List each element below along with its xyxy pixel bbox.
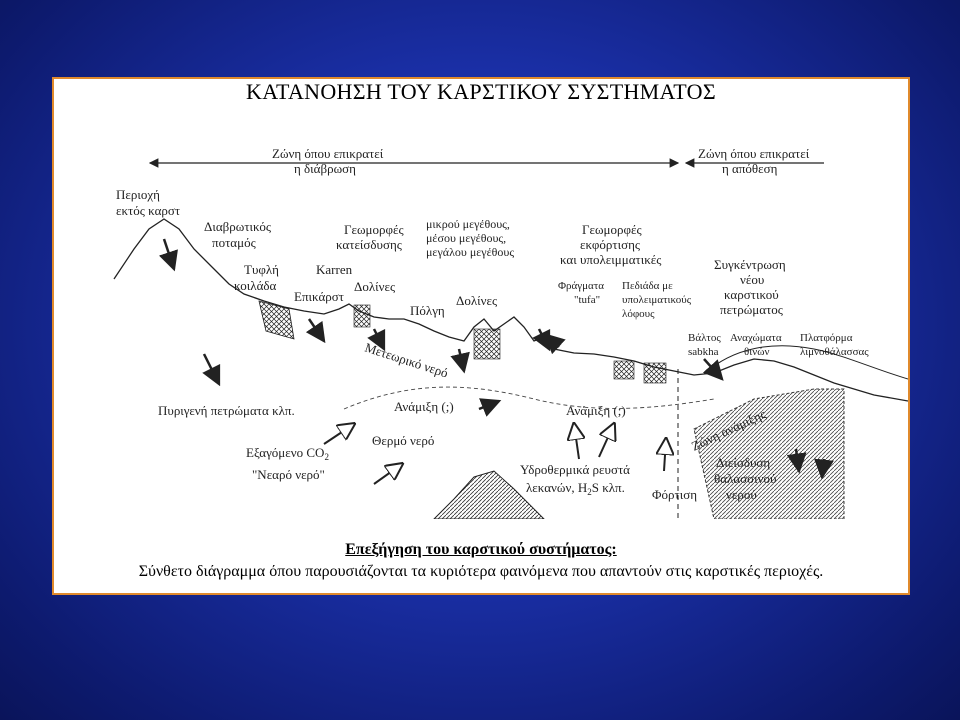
caption-title: Επεξήγηση του καρστικού συστήματος: bbox=[345, 541, 617, 558]
doline-hatch bbox=[474, 329, 500, 359]
landforms-out-label-2: εκφόρτισης bbox=[580, 237, 641, 252]
hydrothermal-label-2: λεκανών, $H_2S$ κλπ. bbox=[526, 480, 625, 497]
new-rocks-label-3: καρστικού bbox=[724, 287, 779, 302]
sizes-label-2: μέσου μεγέθους, bbox=[426, 231, 507, 245]
discharge-label: Φόρτιση bbox=[652, 487, 698, 502]
flow-arrow bbox=[459, 349, 464, 371]
seawater-label-3: νερού bbox=[726, 487, 757, 502]
erosive-river-label: Διαβρωτικός bbox=[204, 219, 271, 234]
seawater-label: Διείσδυση bbox=[716, 455, 771, 470]
erosion-zone-label-2: η διάβρωση bbox=[294, 161, 356, 176]
landforms-down-label-2: κατείσδυσης bbox=[336, 237, 402, 252]
blind-valley-label: Τυφλή bbox=[244, 262, 279, 277]
hydrothermal-label: Υδροθερμικά ρευστά bbox=[520, 462, 630, 477]
tufa-label-2: "tufa" bbox=[574, 294, 601, 306]
flow-arrow bbox=[309, 319, 324, 341]
hydrothermal-arrow bbox=[574, 424, 579, 459]
igneous-basement bbox=[434, 471, 544, 519]
karren-label: Karren bbox=[316, 262, 353, 277]
platform-label: Πλατφόρμα bbox=[800, 332, 853, 344]
meteoric-water-label: Μετεωρικό νερό bbox=[363, 339, 451, 381]
new-rocks-label-4: πετρώματος bbox=[720, 302, 783, 317]
mixing-label-1: Ανάμιξη (;) bbox=[394, 399, 454, 414]
dunes-label-2: θινών bbox=[744, 346, 770, 358]
polje-label: Πόλγη bbox=[410, 303, 445, 318]
flow-arrow bbox=[204, 354, 219, 384]
outside-karst-label-2: εκτός καρστ bbox=[116, 203, 181, 218]
hot-water-label: Θερμό νερό bbox=[372, 433, 435, 448]
mixing-label-2: Ανάμιξη (;) bbox=[566, 403, 626, 418]
epikarst-label: Επικάρστ bbox=[294, 289, 344, 304]
dolines-label-2: Δολίνες bbox=[456, 293, 498, 308]
landforms-out-label: Γεωμορφές bbox=[582, 222, 642, 237]
tufa-label: Φράγματα bbox=[558, 280, 604, 292]
flow-arrow bbox=[164, 239, 174, 269]
plain-label-3: λόφους bbox=[622, 308, 655, 320]
hot-water-arrow bbox=[324, 424, 354, 444]
plain-label-2: υπολειματικούς bbox=[622, 294, 692, 306]
discharge-arrow bbox=[664, 439, 666, 471]
sabkha-label-2: sabkha bbox=[688, 346, 719, 358]
new-rocks-label-2: νέου bbox=[740, 272, 765, 287]
hydrothermal-arrow bbox=[599, 424, 614, 457]
sizes-label: μικρού μεγέθους, bbox=[426, 217, 510, 231]
slide-title: ΚΑΤΑΝΟΗΣΗ ΤΟΥ ΚΑΡΣΤΙΚΟΥ ΣΥΣΤΗΜΑΤΟΣ bbox=[246, 79, 716, 104]
flow-arrow bbox=[479, 401, 499, 409]
deposition-zone-label-2: η απόθεση bbox=[722, 161, 778, 176]
karst-diagram bbox=[54, 79, 908, 519]
erosive-river-label-2: ποταμός bbox=[212, 235, 256, 250]
epikarst-block bbox=[259, 301, 294, 339]
dolines-label: Δολίνες bbox=[354, 279, 396, 294]
young-water-label: "Νεαρό νερό" bbox=[252, 467, 325, 482]
doline-hatch bbox=[354, 305, 370, 327]
blind-valley-label-2: κοιλάδα bbox=[234, 278, 277, 293]
seawater-label-2: θαλασσινού bbox=[714, 471, 777, 486]
young-water-arrow bbox=[374, 464, 402, 484]
tufa-hatch bbox=[614, 361, 634, 379]
dunes-label: Αναχώματα bbox=[730, 332, 782, 344]
landforms-down-label: Γεωμορφές bbox=[344, 222, 404, 237]
mixing-zone-label: Ζώνη ανάμιξης bbox=[688, 406, 768, 454]
outside-karst-label: Περιοχή bbox=[116, 187, 160, 202]
new-rocks-label: Συγκέντρωση bbox=[714, 257, 786, 272]
platform-label-2: λιμνοθάλασσας bbox=[800, 346, 869, 358]
caption-text: Σύνθετο διάγραμμα όπου παρουσιάζονται τα κυριότερα φαινόμενα που απαντούν στις καρστικές περιοχές. bbox=[138, 563, 824, 580]
igneous-label: Πυριγενή πετρώματα κλπ. bbox=[158, 403, 295, 418]
sabkha-label: Βάλτος bbox=[688, 332, 721, 344]
sizes-label-3: μεγάλου μεγέθους bbox=[426, 245, 515, 259]
landforms-out-label-3: και υπολειμματικές bbox=[560, 252, 662, 267]
slide-frame bbox=[52, 77, 910, 595]
erosion-zone-label: Ζώνη όπου επικρατεί bbox=[272, 146, 384, 161]
deposition-zone-label: Ζώνη όπου επικρατεί bbox=[698, 146, 810, 161]
co2-label: Εξαγόμενο $CO_2$ bbox=[246, 445, 329, 462]
plain-label: Πεδιάδα με bbox=[622, 280, 673, 292]
seawater-zone bbox=[694, 389, 844, 519]
tufa-hatch bbox=[644, 363, 666, 383]
